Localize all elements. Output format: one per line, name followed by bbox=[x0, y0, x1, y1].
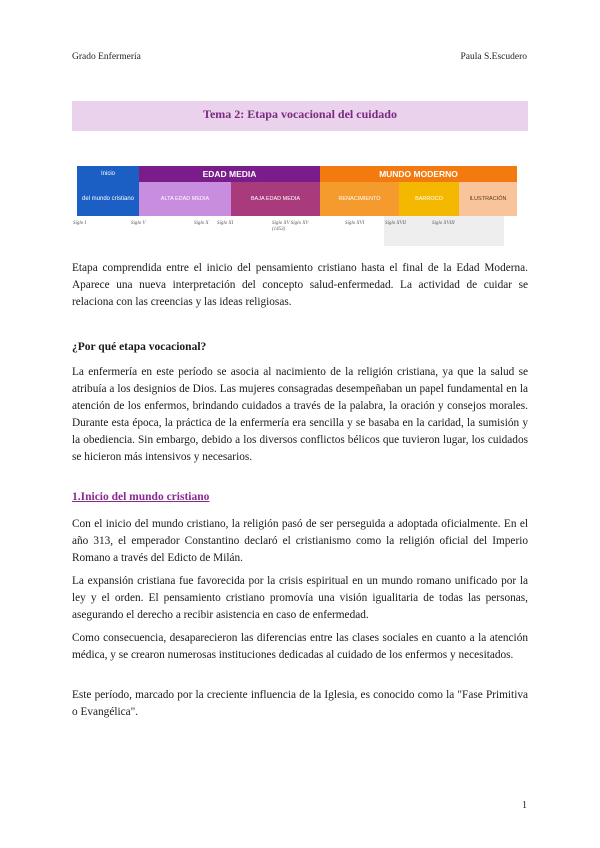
why-heading: ¿Por qué etapa vocacional? bbox=[72, 341, 207, 353]
timeline-siglo-label: Siglo V bbox=[131, 221, 146, 226]
timeline-renacimiento: RENACIMIENTO bbox=[320, 182, 399, 216]
timeline-siglo-label: Siglo XVI bbox=[345, 221, 365, 226]
timeline-ilustracion: ILUSTRACIÓN bbox=[459, 182, 517, 216]
timeline-siglo-label: Siglo XVIII bbox=[432, 221, 455, 226]
why-paragraph: La enfermería en este período se asocia al nacimiento de la religión cristiana, ya que la salud se atribuía a los designios de Dios. Las mujeres consagradas desempeñaban un papel fundamental en la atención de los enfermos, brindando cuidados a través de la palabra, la oración y consejos morales. Durante esta época, la práctica de la enfermería era sencilla y se basaba en la caridad, la sumisión y la obediencia. Sin embargo, debido a los diversos conflictos bélicos que tuvieron lugar, los cuidados se hicieron más intensivos y necesarios. bbox=[72, 366, 528, 463]
timeline-alta-edad-media: ALTA EDAD MEDIA bbox=[139, 182, 231, 216]
page-number: 1 bbox=[522, 800, 527, 811]
timeline-inicio-label: Inicio bbox=[77, 166, 139, 182]
title-box bbox=[72, 101, 528, 131]
section-heading: 1.Inicio del mundo cristiano bbox=[72, 491, 210, 503]
section-paragraph: La expansión cristiana fue favorecida por la crisis espiritual en un mundo romano unificado por la ley y el orden. El pensamiento cristiano promovía una visión igualitaria de todas las personas, asegurando el derecho a recibir asistencia en caso de enfermedad. bbox=[72, 575, 528, 621]
timeline-siglo-label: Siglo X bbox=[194, 221, 209, 226]
header-course: Grado Enfermería bbox=[72, 52, 141, 62]
timeline-siglo-label: Siglo I bbox=[73, 221, 87, 226]
timeline-inicio-subtitle: del mundo cristiano bbox=[77, 182, 139, 216]
timeline-siglo-label: Siglo XVII bbox=[385, 221, 406, 226]
intro-paragraph: Etapa comprendida entre el inicio del pensamiento cristiano hasta el final de la Edad Moderna. Aparece una nueva interpretación del concepto salud-enfermedad. La actividad de cuidar se relaciona con las creencias y las ideas religiosas. bbox=[72, 262, 528, 308]
timeline-mundo-moderno: MUNDO MODERNO bbox=[320, 166, 517, 182]
section-paragraph: Como consecuencia, desaparecieron las diferencias entre las clases sociales en cuanto a la atención médica, y se crearon numerosas instituciones dedicadas al cuidado de los enfermos y necesitados. bbox=[72, 632, 528, 661]
timeline-edad-media: EDAD MEDIA bbox=[139, 166, 320, 182]
section-paragraph: Este período, marcado por la creciente influencia de la Iglesia, es conocido como la "Fase Primitiva o Evangélica". bbox=[72, 689, 528, 718]
page-title: Tema 2: Etapa vocacional del cuidado bbox=[203, 107, 397, 121]
timeline-siglo-label: Siglo XV Siglo XV (1453) bbox=[272, 221, 309, 232]
timeline-barroco: BARROCO bbox=[399, 182, 459, 216]
timeline-figure bbox=[73, 166, 517, 248]
timeline-siglo-label: Siglo XI bbox=[217, 221, 234, 226]
timeline-baja-edad-media: BAJA EDAD MEDIA bbox=[231, 182, 320, 216]
section-paragraph: Con el inicio del mundo cristiano, la religión pasó de ser perseguida a adoptada oficialmente. En el año 313, el emperador Constantino declaró el cristianismo como la religión oficial del Imperio Romano a través del Edicto de Milán. bbox=[72, 518, 528, 564]
header-author: Paula S.Escudero bbox=[460, 52, 527, 62]
